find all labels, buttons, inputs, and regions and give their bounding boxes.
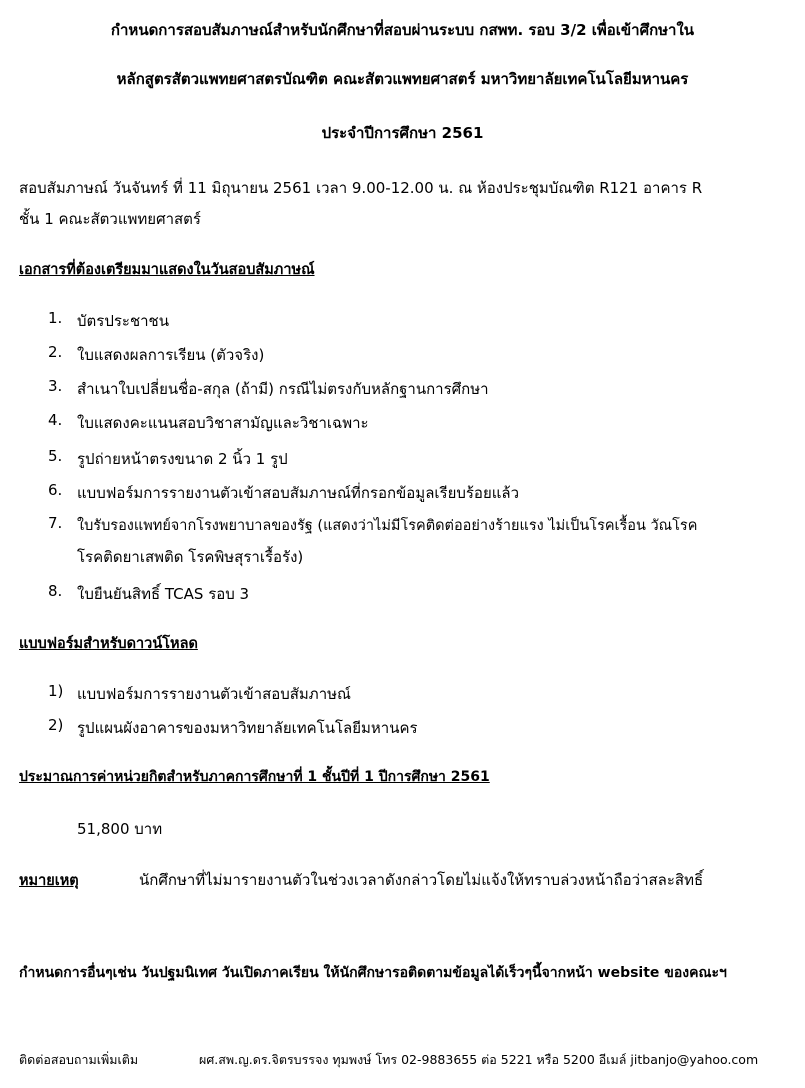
document-item-number: 6. <box>48 481 63 499</box>
interview-line-1: สอบสัมภาษณ์ วันจันทร์ ที่ 11 มิถุนายน 2561 เวลา 9.00-12.00 น. ณ ห้องประชุมบัณฑิต R121 อาคาร R <box>19 179 703 197</box>
form-item-text: แบบฟอร์มการรายงานตัวเข้าสอบสัมภาษณ์ <box>77 685 351 703</box>
document-item-text: ใบยืนยันสิทธิ์ TCAS รอบ 3 <box>77 585 250 603</box>
form-item-number: 1) <box>48 682 64 700</box>
title-line-1: กำหนดการสอบสัมภาษณ์สำหรับนักศึกษาที่สอบผ่านระบบ กสพท. รอบ 3/2 เพื่อเข้าศึกษาใน <box>110 21 695 39</box>
note-label: หมายเหตุ <box>19 873 79 889</box>
document-item-number: 3. <box>48 377 63 395</box>
form-item-number: 2) <box>48 716 64 734</box>
contact-details: ผศ.สพ.ญ.ดร.จิตรบรรจง ทุมพงษ์ โทร 02-9883655 ต่อ 5221 หรือ 5200 อีเมล์ jitbanjo@yahoo.com <box>199 1052 759 1067</box>
document-item-number: 2. <box>48 343 63 361</box>
fees-heading: ประมาณการค่าหน่วยกิตสำหรับภาคการศึกษาที่ 1 ชั้นปีที่ 1 ปีการศึกษา 2561 <box>19 769 490 785</box>
forms-heading: แบบฟอร์มสำหรับดาวน์โหลด <box>19 636 198 652</box>
document-item-number: 1. <box>48 309 63 327</box>
documents-heading: เอกสารที่ต้องเตรียมมาแสดงในวันสอบสัมภาษณ์ <box>19 262 315 278</box>
other-schedule-note: กำหนดการอื่นๆเช่น วันปฐมนิเทศ วันเปิดภาคเรียน ให้นักศึกษารอติดตามข้อมูลได้เร็วๆนี้จากหน้า website ของคณะฯ <box>19 965 727 981</box>
document-item-number: 4. <box>48 411 63 429</box>
document-item-text: ใบแสดงคะแนนสอบวิชาสามัญและวิชาเฉพาะ <box>77 414 369 432</box>
fee-amount: 51,800 บาท <box>77 820 163 838</box>
document-item-text: บัตรประชาชน <box>77 312 169 330</box>
document-item-number: 7. <box>48 514 63 532</box>
note-text: นักศึกษาที่ไม่มารายงานตัวในช่วงเวลาดังกล่าวโดยไม่แจ้งให้ทราบล่วงหน้าถือว่าสละสิทธิ์ <box>139 871 704 889</box>
document-item-text: รูปถ่ายหน้าตรงขนาด 2 นิ้ว 1 รูป <box>77 450 288 468</box>
document-item-text: สำเนาใบเปลี่ยนชื่อ-สกุล (ถ้ามี) กรณีไม่ตรงกับหลักฐานการศึกษา <box>77 380 489 398</box>
title-line-2: หลักสูตรสัตวแพทยศาสตรบัณฑิต คณะสัตวแพทยศาสตร์ มหาวิทยาลัยเทคโนโลยีมหานคร <box>116 70 689 88</box>
form-item-text: รูปแผนผังอาคารของมหาวิทยาลัยเทคโนโลยีมหานคร <box>77 719 418 737</box>
document-item-text: แบบฟอร์มการรายงานตัวเข้าสอบสัมภาษณ์ที่กรอกข้อมูลเรียบร้อยแล้ว <box>77 484 520 502</box>
contact-label: ติดต่อสอบถามเพิ่มเติม <box>19 1052 139 1067</box>
document-item-text: ใบแสดงผลการเรียน (ตัวจริง) <box>77 346 265 364</box>
interview-line-2: ชั้น 1 คณะสัตวแพทยศาสตร์ <box>19 210 201 228</box>
document-item-continued: โรคติดยาเสพติด โรคพิษสุราเรื้อรัง) <box>77 548 304 566</box>
document-item-number: 5. <box>48 447 63 465</box>
title-line-3: ประจำปีการศึกษา 2561 <box>321 124 484 142</box>
document-item-text: ใบรับรองแพทย์จากโรงพยาบาลของรัฐ (แสดงว่าไม่มีโรคติดต่ออย่างร้ายแรง ไม่เป็นโรคเรื้อน วัณโรค <box>77 518 698 534</box>
document-item-number: 8. <box>48 582 63 600</box>
